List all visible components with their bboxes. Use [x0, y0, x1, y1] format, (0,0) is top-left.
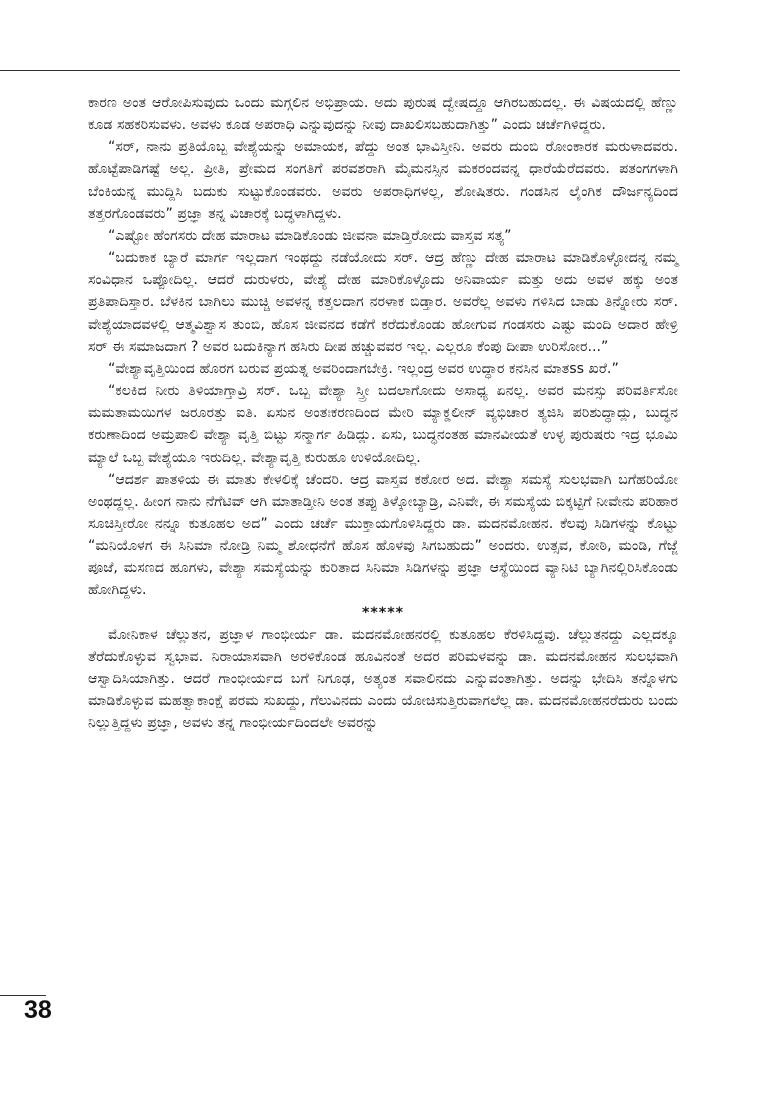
paragraph: “ಬದುಕಾಕ ಬ್ಯಾರೆ ಮಾರ್ಗ ಇಲ್ಲದಾಗ ಇಂಥದ್ದು ನಡೆಯೋದು ಸರ್. ಆದ್ರ ಹೆಣ್ಣು ದೇಹ ಮಾರಾಟ ಮಾಡಿಕೊಳ್ಳೋದನ್ನ ನಮ್ಮ ಸಂವಿಧಾನ ಒಪ್ಪೋದಿಲ್ಲ. ಆದರೆ ದುರುಳರು, ವೇಶ್ಯೆ ದೇಹ ಮಾರಿಕೊಳ್ಳೊದು ಅನಿವಾರ್ಯ ಮತ್ತು ಅದು ಅವಳ ಹಕ್ಕು ಅಂತ ಪ್ರತಿಪಾದಿಸ್ತಾರ. ಬೆಳಕಿನ ಬಾಗಿಲು ಮುಚ್ಚಿ ಅವಳನ್ನ ಕತ್ತಲದಾಗ ನರಳಾಕ ಬಿಡ್ತಾರ. ಅವರೆಲ್ಲ ಅವಳು ಗಳಿಸಿದ ಬಾಡು ತಿನ್ನೋರು ಸರ್. ವೇಶ್ಯೆಯಾದವಳಲ್ಲಿ ಆತ್ಮವಿಶ್ವಾಸ ತುಂಬಿ, ಹೊಸ ಜೀವನದ ಕಡೆಗೆ ಕರೆದುಕೊಂಡು ಹೋಗುವ ಗಂಡಸರು ಎಷ್ಟು ಮಂದಿ ಅದಾರ ಹೇಳ್ರಿ ಸರ್ ಈ ಸಮಾಜದಾಗ ? ಅವರ ಬದುಕಿನ್ಯಾಗ ಹಸಿರು ದೀಪ ಹಚ್ಚುವವರ ಇಲ್ಲ. ಎಲ್ಲರೂ ಕೆಂಪು ದೀಪಾ ಉರಿಸೋರ...”	[88, 250, 678, 355]
header-rule	[0, 70, 680, 71]
page-number: 38	[24, 996, 52, 1024]
paragraph: “ಸರ್, ನಾನು ಪ್ರತಿಯೊಬ್ಬ ವೇಶ್ಯೆಯನ್ನು ಅಮಾಯಕ, ಪೆದ್ದು ಅಂತ ಭಾವಿಸ್ತೀನಿ. ಅವರು ದುಂಬಿ ರೋಂಕಾರಕ ಮರುಳಾದವರು. ಹೊಟ್ಟೆಪಾಡಿಗಷ್ಟೆ ಅಲ್ಲ. ಪ್ರೀತಿ, ಪ್ರೇಮದ ಸಂಗತಿಗೆ ಪರವಶರಾಗಿ ಮೈಮನಸ್ಸಿನ ಮಕರಂದವನ್ನ ಧಾರೆಯೆರೆದವರು. ಪತಂಗಗಳಾಗಿ ಬೆಂಕಿಯನ್ನ ಮುದ್ದಿಸಿ ಬದುಕು ಸುಟ್ಟುಕೊಂಡವರು. ಅವರು ಅಪರಾಧಿಗಳಲ್ಲ, ಶೋಷಿತರು. ಗಂಡಸಿನ ಲೈಂಗಿಕ ದೌರ್ಜನ್ಯದಿಂದ ತತ್ತರಗೊಂಡವರು” ಪ್ರಜ್ಞಾ ತನ್ನ ವಿಚಾರಕ್ಕೆ ಬದ್ಧಳಾಗಿದ್ದಳು.	[88, 139, 678, 222]
paragraph: “ಆದರ್ಶ ಪಾತಳಿಯ ಈ ಮಾತು ಕೇಳಲಿಕ್ಕೆ ಚೆಂದರಿ. ಆದ್ರ ವಾಸ್ತವ ಕಠೋರ ಅದ. ವೇಶ್ಯಾ ಸಮಸ್ಯೆ ಸುಲಭವಾಗಿ ಬಗೆಹರಿಯೋ ಅಂಥದ್ದಲ್ಲ. ಹೀಂಗ ನಾನು ನೆಗೆಟಿವ್ ಆಗಿ ಮಾತಾಡ್ತೀನಿ ಅಂತ ತಪ್ಪು ತಿಳ್ಕೋಬ್ಯಾಡ್ರಿ, ಎನಿವೇ, ಈ ಸಮಸ್ಯೆಯ ಬಿಕ್ಕಟ್ಟಿಗೆ ನೀವೇನು ಪರಿಹಾರ ಸೂಚಿಸ್ತೀರೋ ನನ್ನೂ ಕುತೂಹಲ ಅದ” ಎಂದು ಚರ್ಚೆ ಮುಕ್ತಾಯಗೊಳಿಸಿದ್ದರು ಡಾ. ಮದನಮೋಹನ. ಕೆಲವು ಸಿಡಿಗಳನ್ನು ಕೊಟ್ಟು “ಮನಿಯೊಳಗ ಈ ಸಿನಿಮಾ ನೋಡ್ರಿ ನಿಮ್ಮ ಶೋಧನೆಗೆ ಹೊಸ ಹೊಳವು ಸಿಗಬಹುದು” ಅಂದರು. ಉತ್ಸವ, ಕೋಠಿ, ಮಂಡಿ, ಗೆಜ್ಜೆ ಪೂಜೆ, ಮಸಣದ ಹೂಗಳು, ವೇಶ್ಯಾ ಸಮಸ್ಯೆಯನ್ನು ಕುರಿತಾದ ಸಿನಿಮಾ ಸಿಡಿಗಳನ್ನು ಪ್ರಜ್ಞಾ ಆಸ್ಥೆಯಿಂದ ವ್ಯಾನಿಟಿ ಬ್ಯಾಗಿನಲ್ಲಿರಿಸಿಕೊಂಡು ಹೋಗಿದ್ದಳು.	[88, 471, 678, 599]
paragraph: ಮೋನಿಕಾಳ ಚೆಲ್ಲುತನ, ಪ್ರಜ್ಞಾಳ ಗಾಂಭೀರ್ಯ ಡಾ. ಮದನಮೋಹನರಲ್ಲಿ ಕುತೂಹಲ ಕೆರಳಿಸಿದ್ದವು. ಚೆಲ್ಲುತನದ್ದು ಎಲ್ಲದಕ್ಕೂ ತೆರೆದುಕೊಳ್ಳುವ ಸ್ವಭಾವ. ನಿರಾಯಾಸವಾಗಿ ಅರಳಿಕೊಂಡ ಹೂವಿನಂತೆ ಅದರ ಪರಿಮಳವನ್ನು ಡಾ. ಮದನಮೋಹನ ಸುಲಭವಾಗಿ ಆಸ್ವಾದಿಸಿಯಾಗಿತ್ತು. ಆದರೆ ಗಾಂಭೀರ್ಯದ ಬಗೆ ನಿಗೂಢ, ಅತ್ಯಂತ ಸವಾಲಿನದು ಎನ್ನುವಂತಾಗಿತ್ತು. ಅದನ್ನು ಭೇದಿಸಿ ತನ್ನೊಳಗು ಮಾಡಿಕೊಳ್ಳುವ ಮಹತ್ವಾಕಾಂಕ್ಷೆ ಪರಮ ಸುಖದ್ದು, ಗೆಲುವಿನದು ಎಂದು ಯೋಚಿಸುತ್ತಿರುವಾಗಲೆಲ್ಲ ಡಾ. ಮದನಮೋಹನರೆದುರು ಬಂದು ನಿಲ್ಲುತ್ತಿದ್ದಳು ಪ್ರಜ್ಞಾ, ಅವಳು ತನ್ನ ಗಾಂಭೀರ್ಯದಿಂದಲೇ ಅವರನ್ನು	[88, 626, 678, 732]
paragraph: ಕಾರಣ ಅಂತ ಆರೋಪಿಸುವುದು ಒಂದು ಮಗ್ಗಲಿನ ಅಭಿಪ್ರಾಯ. ಅದು ಪುರುಷ ದ್ವೇಷದ್ದೂ ಆಗಿರಬಹುದಲ್ಲ. ಈ ವಿಷಯದಲ್ಲಿ ಹೆಣ್ಣು ಕೂಡ ಸಹಕರಿಸುವಳು. ಅವಳು ಕೂಡ ಅಪರಾಧಿ ಎನ್ನುವುದನ್ನು ನೀವು ದಾಖಲಿಸಬಹುದಾಗಿತ್ತು” ಎಂದು ಚರ್ಚೆಗಿಳಿದ್ದರು.	[88, 95, 678, 134]
paragraph: “ವೇಶ್ಯಾವೃತ್ತಿಯಿಂದ ಹೊರಗ ಬರುವ ಪ್ರಯತ್ನ ಅವರಿಂದಾಗಬೇಕ್ರಿ. ಇಲ್ಲಂದ್ರ ಅವರ ಉದ್ಧಾರ ಕನಸಿನ ಮಾತss ಖರೆ.”	[108, 360, 619, 377]
paragraph: “ಕಲಕಿದ ನೀರು ತಿಳಿಯಾಗ್ತಾವ್ರಿ ಸರ್. ಒಬ್ಬ ವೇಶ್ಯಾ ಸ್ತ್ರೀ ಬದಲಾಗೋದು ಅಸಾಧ್ಯ ಏನಲ್ಲ. ಅವರ ಮನಸ್ಸು ಪರಿವರ್ತಿಸೋ ಮಮತಾಮಯಿಗಳ ಜರೂರತ್ತು ಐತಿ. ಏಸುನ ಅಂತಃಕರಣದಿಂದ ಮೇರಿ ಮ್ಯಾಕ್ಡಲೀನ್ ವ್ಯಭಿಚಾರ ತ್ಯಜಿಸಿ ಪರಿಶುದ್ಧಾದ್ಲು, ಬುದ್ಧನ ಕರುಣಾದಿಂದ ಅಮ್ರಪಾಲಿ ವೇಶ್ಯಾ ವೃತ್ತಿ ಬಿಟ್ಟು ಸನ್ಮಾರ್ಗ ಹಿಡಿದ್ಲು. ಏಸು, ಬುದ್ಧನಂತಹ ಮಾನವೀಯತೆ ಉಳ್ಳ ಪುರುಷರು ಇದ್ರ ಭೂಮಿ ಮ್ಯಾಲೆ ಒಬ್ಬ ವೇಶ್ಯೆಯೂ ಇರುದಿಲ್ಲ. ವೇಶ್ಯಾವೃತ್ತಿ ಕುರುಹೂ ಉಳಿಯೋದಿಲ್ಲ.	[88, 383, 678, 466]
page-body	[88, 92, 678, 735]
section-break: *****	[361, 604, 405, 621]
paragraph: “ಎಷ್ಟೋ ಹೆಂಗಸರು ದೇಹ ಮಾರಾಟ ಮಾಡಿಕೊಂಡು ಜೀವನಾ ಮಾಡ್ತಿರೋದು ವಾಸ್ತವ ಸತ್ಯ”	[108, 227, 512, 244]
